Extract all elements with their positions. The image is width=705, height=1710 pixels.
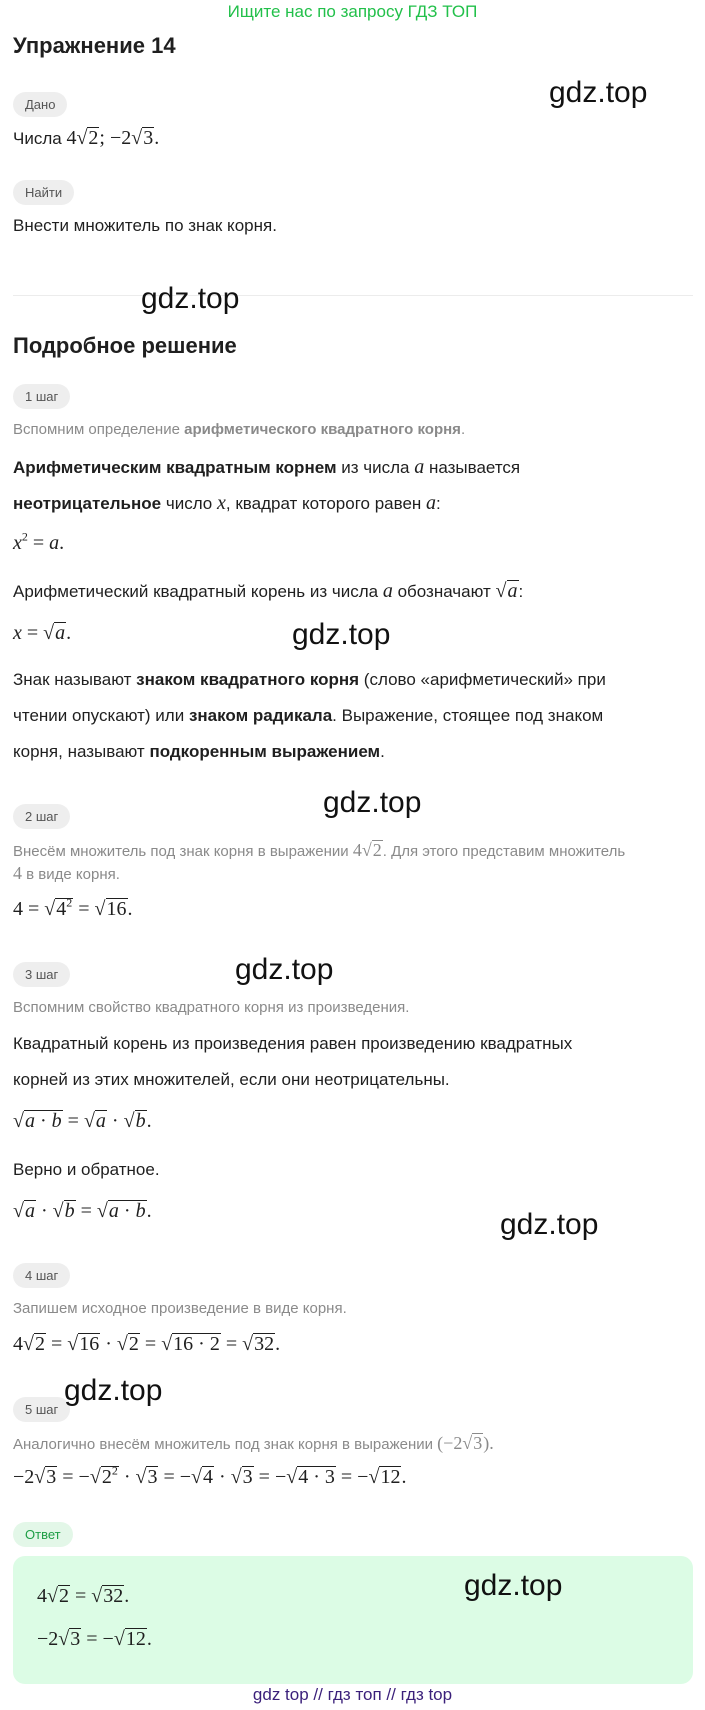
step-4-hint: Запишем исходное произведение в виде корня. — [13, 1300, 347, 1317]
sign-bold-3: подкоренным выражением — [149, 742, 381, 761]
watermark-5: gdz.top — [235, 953, 334, 986]
step-2-hint-line1: Внесём множитель под знак корня в выражении 4√2. Для этого представим множитель — [13, 840, 626, 860]
step-3-text-3: Верно и обратное. — [13, 1160, 160, 1179]
step-2-hint-2: . Для этого представим множитель — [382, 843, 626, 860]
step-3-text-2: корней из этих множителей, если они неотрицательны. — [13, 1070, 450, 1089]
sign-text-4: . Выражение, стоящее под знаком — [332, 706, 604, 725]
step-1-definition-line2: неотрицательное число x, квадрат которого равен a: — [13, 492, 441, 514]
sign-text-3: чтении опускают) или — [13, 706, 185, 725]
find-badge: Найти — [13, 180, 74, 205]
step-1-sign-line3: корня, называют подкоренным выражением. — [13, 742, 385, 761]
step-1-definition-line1: Арифметическим квадратным корнем из числа a называется — [13, 456, 521, 478]
notation-text-2: обозначают — [397, 582, 491, 601]
step-2-badge: 2 шаг — [13, 804, 70, 829]
step-2-hint-3: в виде корня. — [26, 866, 120, 883]
def-text-1: из числа — [341, 458, 410, 477]
step-3-badge: 3 шаг — [13, 962, 70, 987]
given-math: 4√2; −2√3. — [66, 127, 160, 149]
watermark-2: gdz.top — [141, 282, 240, 315]
page-title: Упражнение 14 — [13, 33, 176, 58]
step-2-formula: $4 = √4^2 = √16$. — [13, 895, 133, 920]
section-divider — [13, 295, 693, 296]
def-bold-nonnegative: неотрицательное — [13, 494, 162, 513]
sign-bold-1: знаком квадратного корня — [136, 670, 360, 689]
answer-box — [13, 1556, 693, 1684]
step-5-formula: $-2√3 = -√2^2 \cdot √3 = -√4 \cdot √3 = -√4 \cdot 3 = -√12$. — [13, 1463, 407, 1488]
step-5-hint-text: Аналогично внесём множитель под знак корня в выражении — [13, 1436, 433, 1453]
sign-text-5: корня, называют — [13, 742, 145, 761]
formula-x-squared: $x^2 = a$. — [13, 529, 65, 554]
step-3-text-1: Квадратный корень из произведения равен произведению квадратных — [13, 1034, 573, 1053]
watermark-4: gdz.top — [323, 786, 422, 819]
watermark-6: gdz.top — [500, 1208, 599, 1241]
step-1-hint-bold: арифметического квадратного корня — [184, 421, 461, 438]
step-3-formula-2: √a · √b = √a · b. — [13, 1200, 152, 1222]
step-2-hint-1: Внесём множитель под знак корня в выражении — [13, 843, 349, 860]
def-text-2: называется — [428, 458, 521, 477]
step-4-formula: 4√2 = √16 · √2 = √16 · 2 = √32. — [13, 1333, 281, 1355]
watermark-3: gdz.top — [292, 618, 391, 651]
given-badge: Дано — [13, 92, 67, 117]
step-1-badge: 1 шаг — [13, 384, 70, 409]
def-bold-term: Арифметическим квадратным корнем — [13, 458, 337, 477]
footer-links[interactable]: gdz top // гдз топ // гдз top — [252, 1685, 453, 1704]
formula-x-root: x = √a. — [13, 622, 72, 644]
step-1-sign-line1 — [13, 670, 606, 690]
search-banner[interactable]: Ищите нас по запросу ГДЗ ТОП — [227, 2, 478, 21]
answer-line-2: −2√3 = −√12. — [37, 1628, 152, 1650]
solution-title: Подробное решение — [13, 333, 237, 358]
step-1-hint-prefix: Вспомним определение — [13, 421, 180, 438]
watermark-7: gdz.top — [64, 1374, 163, 1407]
sign-text-2: (слово «арифметический» при — [363, 670, 606, 689]
sign-bold-2: знаком радикала — [188, 706, 333, 725]
step-3-formula-1: √a · b = √a · √b. — [13, 1110, 152, 1132]
notation-text: Арифметический квадратный корень из числа — [13, 582, 379, 601]
step-2-hint-line2: 4 в виде корня. — [13, 863, 120, 883]
step-1-sign-line2 — [13, 706, 603, 726]
answer-line-1: 4√2 = √32. — [37, 1585, 130, 1607]
def-text-4: , квадрат которого равен — [225, 494, 422, 513]
step-1-hint: Вспомним определение арифметического квадратного корня. — [13, 421, 466, 438]
sign-text-1: Знак называют — [13, 670, 132, 689]
step-5-hint: Аналогично внесём множитель под знак корня в выражении (−2√3). — [13, 1433, 494, 1453]
answer-badge: Ответ — [13, 1522, 73, 1547]
step-3-hint: Вспомним свойство квадратного корня из произведения. — [13, 999, 410, 1016]
find-text: Внести множитель по знак корня. — [13, 216, 277, 235]
watermark-8: gdz.top — [464, 1569, 563, 1602]
step-5-badge: 5 шаг — [13, 1397, 70, 1422]
step-1-notation: Арифметический квадратный корень из числа a обозначают √a: — [13, 580, 524, 602]
given-text-prefix: Числа — [13, 129, 62, 148]
step-4-badge: 4 шаг — [13, 1263, 70, 1288]
given-text — [13, 127, 159, 150]
watermark-1: gdz.top — [549, 76, 648, 109]
def-text-3: число — [165, 494, 213, 513]
